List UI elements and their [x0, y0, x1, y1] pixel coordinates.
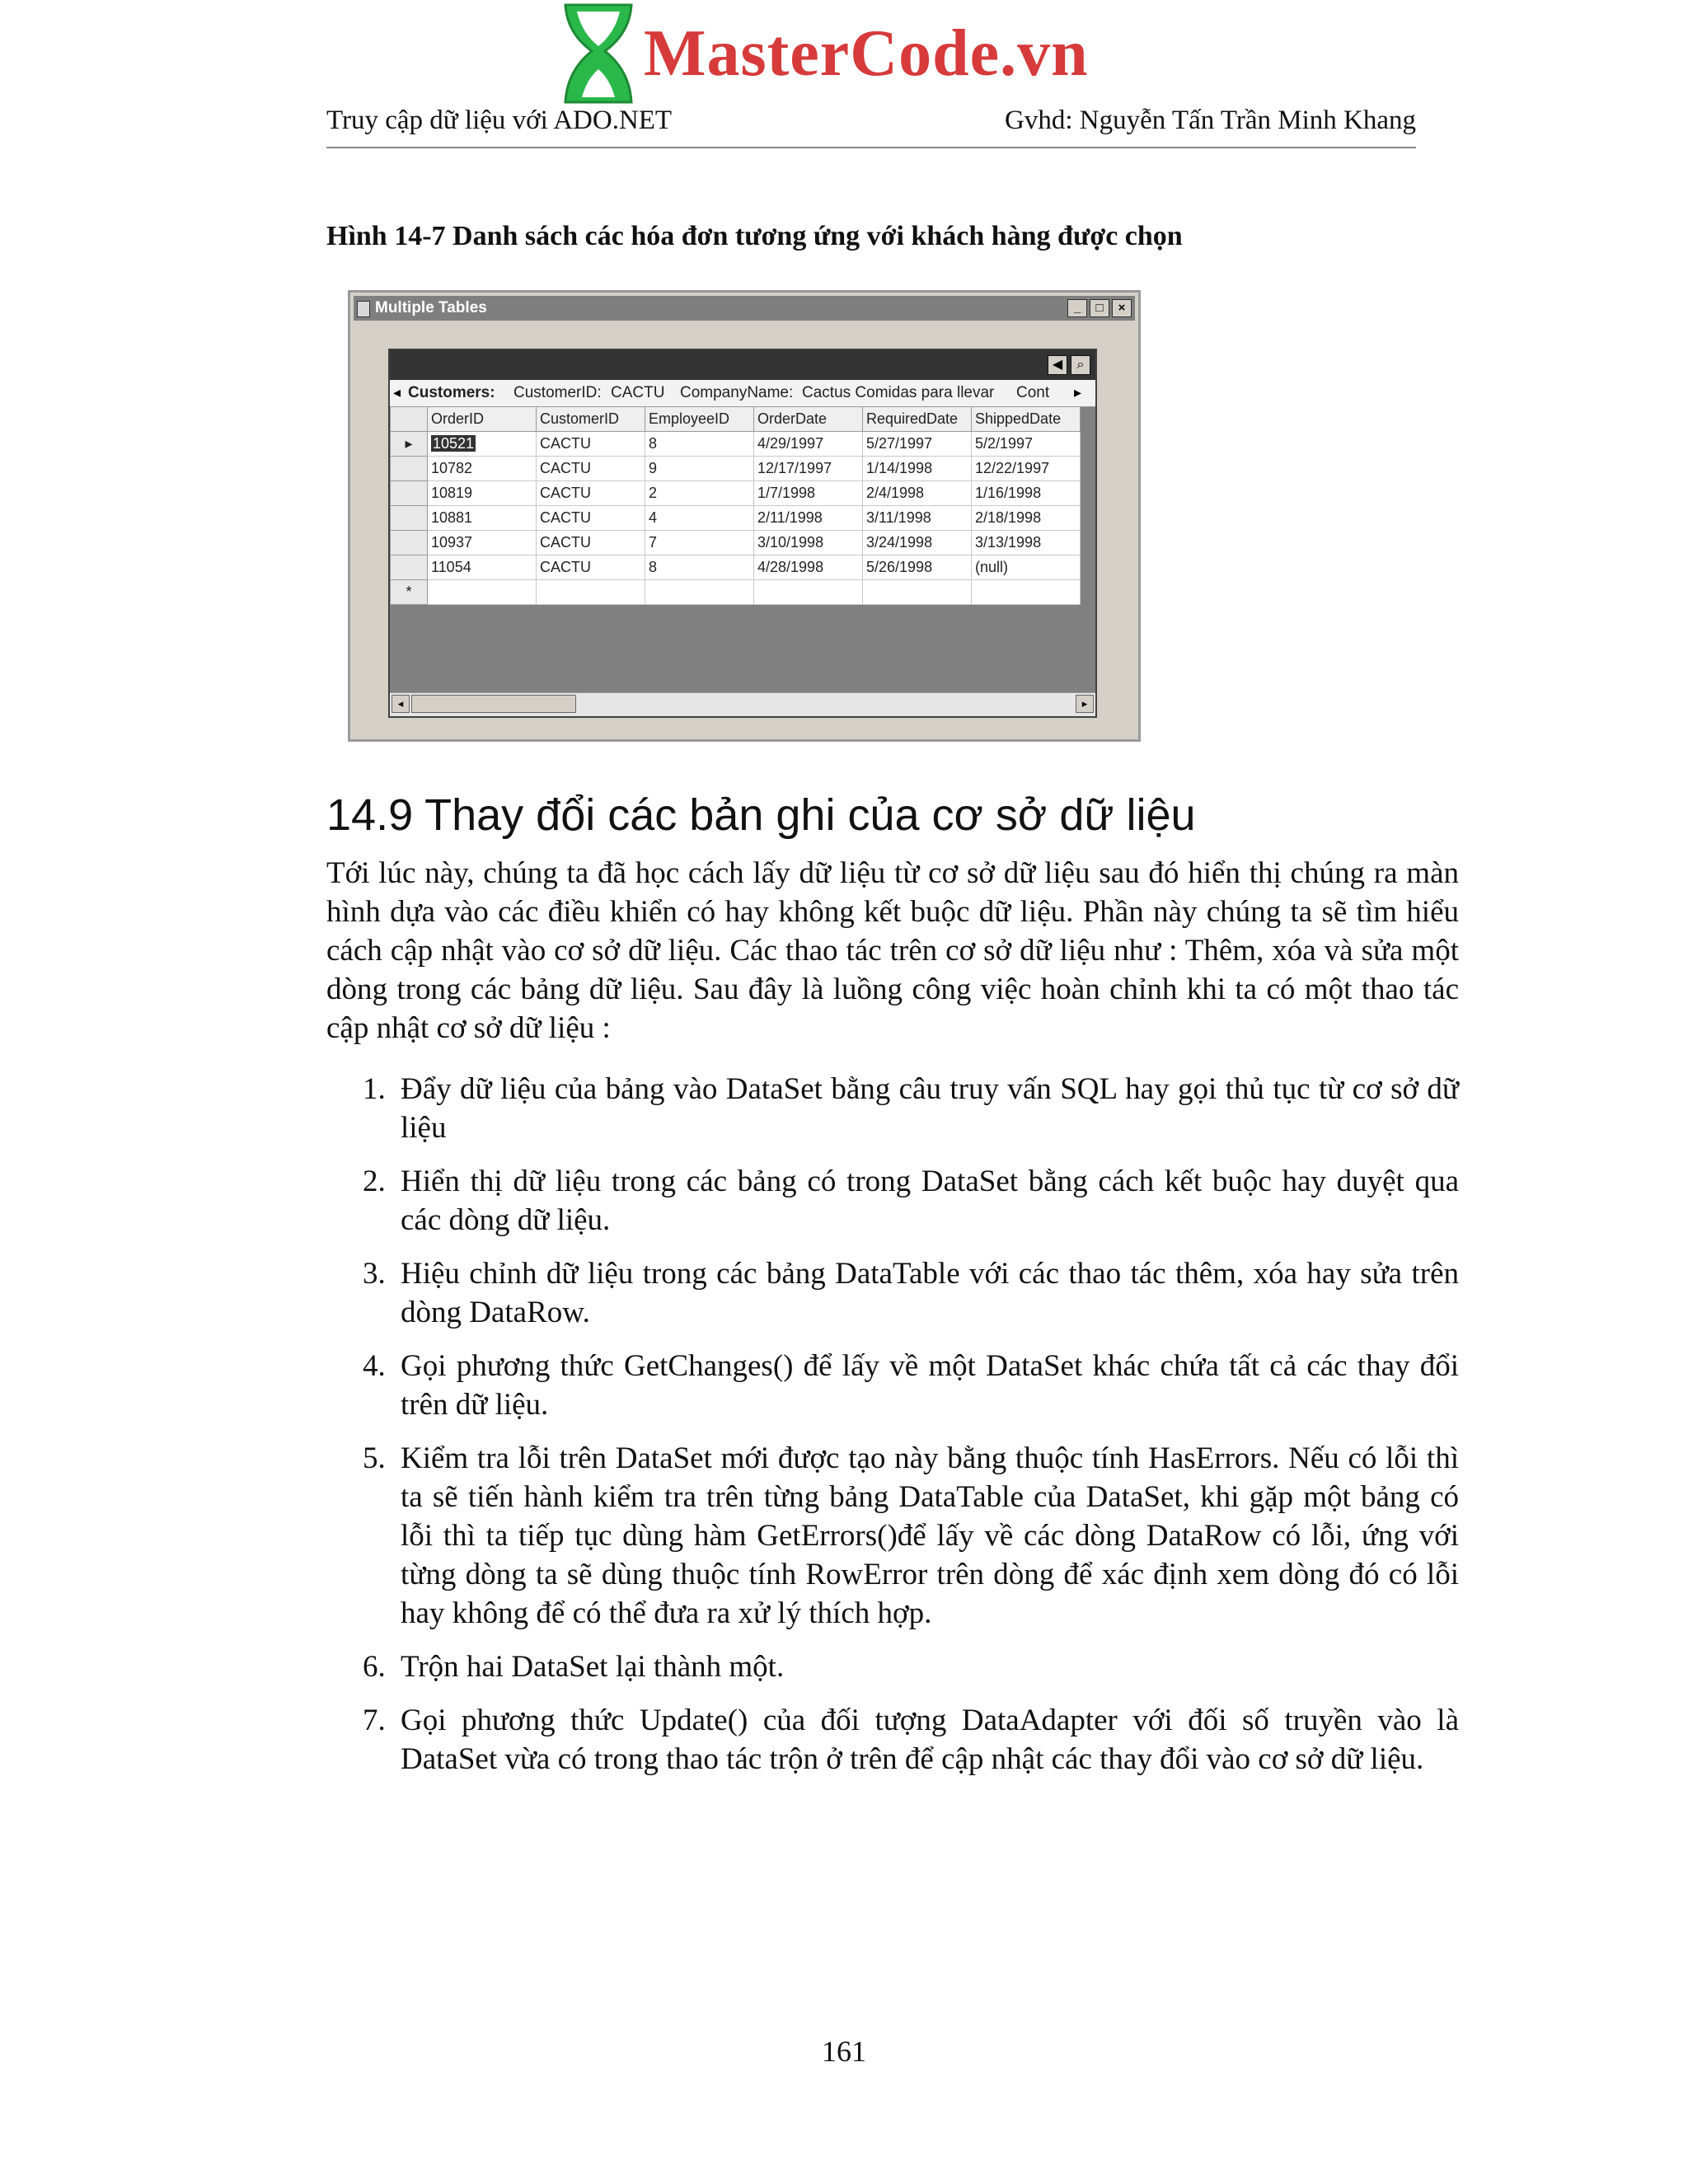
list-number: 4.	[363, 1349, 386, 1383]
table-header-row	[391, 407, 1081, 432]
table-cell[interactable]: 8	[645, 432, 754, 457]
list-item-text: Hiển thị dữ liệu trong các bảng có trong DataSet bằng cách kết buộc hay duyệt qua các dòng dữ liệu.	[401, 1165, 1459, 1237]
parent-value-customerid: CACTU	[611, 384, 665, 401]
hourglass-logo-icon	[557, 0, 640, 107]
table-cell[interactable]: CACTU	[537, 457, 645, 481]
table-cell[interactable]: 2/18/1998	[972, 506, 1081, 531]
row-header[interactable]	[391, 531, 428, 555]
table-cell[interactable]: 11054	[428, 555, 537, 580]
current-row-indicator-icon: ▸	[391, 432, 428, 457]
row-header[interactable]	[391, 506, 428, 531]
table-cell[interactable]: 2/4/1998	[863, 481, 972, 506]
window-titlebar	[354, 296, 1135, 321]
table-row[interactable]	[391, 481, 1081, 506]
scroll-right-arrow-icon[interactable]: ▸	[1076, 695, 1094, 713]
table-cell[interactable]: 9	[645, 457, 754, 481]
parent-row-customers	[390, 380, 1095, 407]
table-cell[interactable]	[972, 580, 1081, 605]
table-cell[interactable]: 4/29/1997	[754, 432, 863, 457]
list-number: 6.	[363, 1650, 386, 1684]
header-left-title: Truy cập dữ liệu với ADO.NET	[326, 105, 673, 135]
header-divider	[326, 147, 1416, 148]
table-cell[interactable]: 4	[645, 506, 754, 531]
table-cell[interactable]: 1/14/1998	[863, 457, 972, 481]
horizontal-scrollbar[interactable]	[390, 692, 1095, 716]
scroll-left-arrow-icon[interactable]: ◂	[392, 695, 410, 713]
figure-caption: Hình 14-7 Danh sách các hóa đơn tương ứng với khách hàng được chọn	[326, 221, 1183, 251]
table-cell[interactable]: 3/10/1998	[754, 531, 863, 555]
maximize-icon[interactable]: □	[1090, 299, 1109, 317]
table-cell[interactable]	[428, 580, 537, 605]
table-cell[interactable]: 5/2/1997	[972, 432, 1081, 457]
table-cell[interactable]: 7	[645, 531, 754, 555]
table-cell[interactable]: 2/11/1998	[754, 506, 863, 531]
table-cell[interactable]: 10819	[428, 481, 537, 506]
table-row[interactable]	[391, 555, 1081, 580]
list-item	[363, 1701, 1459, 1779]
column-header[interactable]: CustomerID	[537, 407, 645, 432]
row-header[interactable]	[391, 457, 428, 481]
list-item-text: Gọi phương thức GetChanges() để lấy về một DataSet khác chứa tất cả các thay đổi trên dữ liệu.	[401, 1349, 1459, 1422]
table-cell[interactable]	[537, 580, 645, 605]
table-cell[interactable]	[645, 580, 754, 605]
table-cell[interactable]: 1/7/1998	[754, 481, 863, 506]
table-cell[interactable]	[863, 580, 972, 605]
table-cell-selected[interactable]	[428, 432, 537, 457]
table-cell[interactable]: 8	[645, 555, 754, 580]
table-row[interactable]	[391, 432, 1081, 457]
list-number: 2.	[363, 1165, 386, 1198]
header-right-author: Gvhd: Nguyễn Tấn Trần Minh Khang	[1005, 105, 1416, 135]
table-cell[interactable]: CACTU	[537, 555, 645, 580]
table-cell[interactable]: 12/22/1997	[972, 457, 1081, 481]
list-number: 1.	[363, 1072, 386, 1106]
row-header-corner	[391, 407, 428, 432]
list-item	[363, 1070, 1459, 1147]
row-header[interactable]	[391, 555, 428, 580]
window-title: Multiple Tables	[375, 299, 487, 316]
back-arrow-icon[interactable]: ◀	[1048, 355, 1067, 375]
list-item	[363, 1347, 1459, 1424]
table-cell[interactable]: 3/11/1998	[863, 506, 972, 531]
row-header[interactable]	[391, 481, 428, 506]
table-row[interactable]	[391, 457, 1081, 481]
table-cell[interactable]: 10881	[428, 506, 537, 531]
logo-wordmark: MasterCode.vn	[644, 17, 1089, 90]
table-cell[interactable]: 3/24/1998	[863, 531, 972, 555]
list-item-text: Hiệu chỉnh dữ liệu trong các bảng DataTable với các thao tác thêm, xóa hay sửa trên dòng DataRow.	[401, 1257, 1459, 1329]
list-item	[363, 1162, 1459, 1240]
list-number: 7.	[363, 1704, 386, 1737]
list-item	[363, 1439, 1459, 1633]
table-cell[interactable]: 12/17/1997	[754, 457, 863, 481]
steps-list	[363, 1070, 1459, 1793]
column-header[interactable]: EmployeeID	[645, 407, 754, 432]
orders-table	[390, 406, 1081, 605]
parent-field-customerid: CustomerID:	[513, 384, 602, 401]
parent-value-companyname: Cactus Comidas para llevar	[802, 384, 995, 401]
table-cell[interactable]: 4/28/1998	[754, 555, 863, 580]
table-cell[interactable]: 10937	[428, 531, 537, 555]
list-item-text: Đẩy dữ liệu của bảng vào DataSet bằng câu truy vấn SQL hay gọi thủ tục từ cơ sở dữ liệu	[401, 1072, 1459, 1145]
column-header[interactable]: RequiredDate	[863, 407, 972, 432]
column-header[interactable]: ShippedDate	[972, 407, 1081, 432]
new-table-row[interactable]	[391, 580, 1081, 605]
table-cell[interactable]: 3/13/1998	[972, 531, 1081, 555]
parent-field-companyname: CompanyName:	[680, 384, 794, 401]
table-cell[interactable]: (null)	[972, 555, 1081, 580]
table-cell[interactable]: 10782	[428, 457, 537, 481]
page-number: 161	[822, 2035, 866, 2068]
site-logo	[557, 0, 1101, 107]
table-cell[interactable]	[754, 580, 863, 605]
list-number: 3.	[363, 1257, 386, 1291]
app-icon	[357, 301, 370, 317]
magnifier-icon[interactable]: ⌕	[1071, 355, 1090, 375]
table-cell[interactable]: CACTU	[537, 506, 645, 531]
list-item-text: Gọi phương thức Update() của đối tượng DataAdapter với đối số truyền vào là DataSet vừa có trong thao tác trộn ở trên để cập nhật các thay đổi vào cơ sở dữ liệu.	[401, 1704, 1459, 1776]
table-cell[interactable]: CACTU	[537, 432, 645, 457]
list-item	[363, 1647, 1459, 1686]
table-cell[interactable]: 1/16/1998	[972, 481, 1081, 506]
column-header[interactable]: OrderDate	[754, 407, 863, 432]
multiple-tables-window	[348, 290, 1141, 742]
parent-field-contact: Cont	[1016, 384, 1050, 401]
table-row[interactable]	[391, 531, 1081, 555]
table-cell[interactable]: CACTU	[537, 481, 645, 506]
list-item-text: Kiểm tra lỗi trên DataSet mới được tạo này bằng thuộc tính HasErrors. Nếu có lỗi thì ta sẽ tiến hành kiểm tra trên từng bảng DataTable của DataSet, khi gặp một bảng có lỗi thì ta tiếp tục dùng hàm GetErrors()để lấy về các dòng DataRow có lỗi, ứng với từng dòng ta sẽ dùng thuộc tính RowError trên dòng để xác định xem dòng đó có lỗi hay không để có thể đưa ra xử lý thích hợp.	[401, 1441, 1459, 1630]
grid-caption-bar	[390, 350, 1095, 380]
new-row-asterisk-icon: *	[391, 580, 428, 605]
scroll-left-icon[interactable]: ◂	[393, 384, 401, 401]
section-heading: 14.9 Thay đổi các bản ghi của cơ sở dữ liệu	[326, 790, 1196, 840]
table-cell[interactable]: 5/26/1998	[863, 555, 972, 580]
scroll-right-icon[interactable]: ▸	[1074, 384, 1082, 401]
column-header[interactable]: OrderID	[428, 407, 537, 432]
list-number: 5.	[363, 1441, 386, 1475]
intro-paragraph: Tới lúc này, chúng ta đã học cách lấy dữ liệu từ cơ sở dữ liệu sau đó hiển thị chúng ra màn hình dựa vào các điều khiển có hay không kết buộc dữ liệu. Phần này chúng ta sẽ tìm hiểu cách cập nhật vào cơ sở dữ liệu. Các thao tác trên cơ sở dữ liệu như : Thêm, xóa và sửa một dòng trong các bảng dữ liệu. Sau đây là luồng công việc hoàn chỉnh khi ta có một thao tác cập nhật cơ sở dữ liệu :	[326, 856, 1459, 1045]
close-icon[interactable]: ×	[1112, 299, 1132, 317]
table-cell[interactable]: 5/27/1997	[863, 432, 972, 457]
table-row[interactable]	[391, 506, 1081, 531]
parent-table-label: Customers:	[408, 384, 495, 401]
list-item	[363, 1254, 1459, 1332]
list-item-text: Trộn hai DataSet lại thành một.	[401, 1650, 785, 1684]
scrollbar-thumb[interactable]	[411, 695, 576, 713]
table-cell[interactable]: 2	[645, 481, 754, 506]
data-grid	[388, 349, 1097, 718]
table-cell[interactable]: CACTU	[537, 531, 645, 555]
minimize-icon[interactable]: _	[1067, 299, 1087, 317]
selected-cell-text: 10521	[433, 435, 475, 452]
